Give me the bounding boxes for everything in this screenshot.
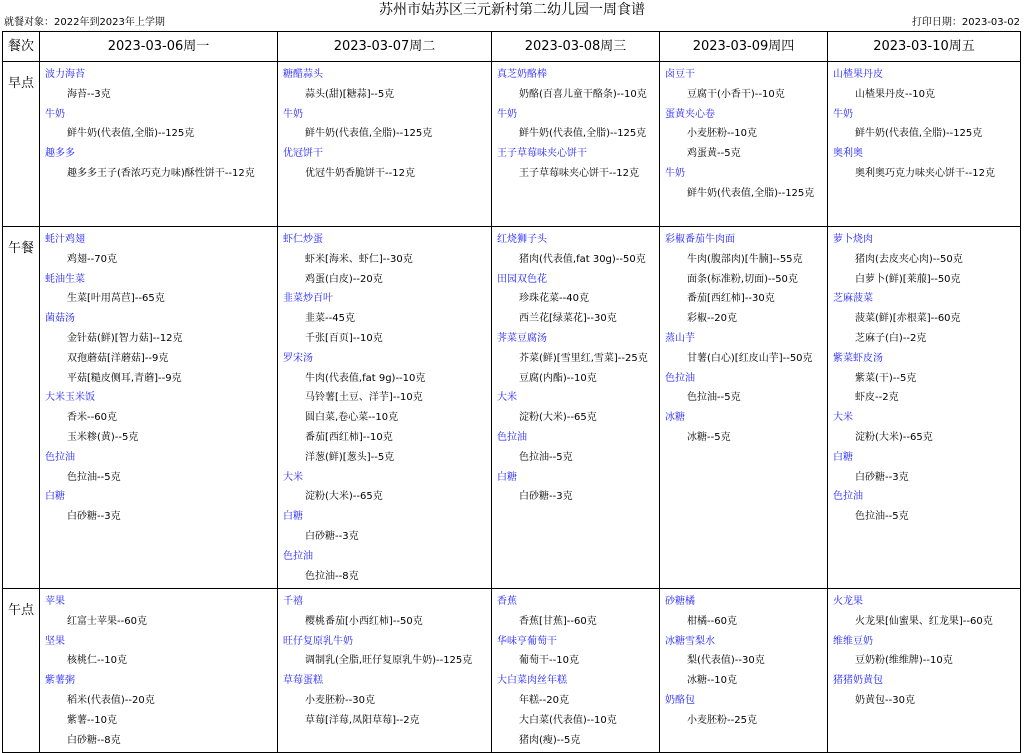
dish-block	[833, 349, 1020, 408]
ingredient-line: 白砂糖--3克	[519, 491, 573, 503]
dish-name: 红烧狮子头	[497, 234, 547, 245]
ingredient-line: 金针菇(鲜)[智力菇]--12克	[67, 332, 183, 344]
ingredient-line: 马铃薯[土豆、洋芋]--10克	[305, 392, 423, 404]
dish-name: 色拉油	[665, 372, 695, 384]
menu-cell	[40, 62, 278, 227]
ingredient-line: 趣多多王子(香浓巧克力味)酥性饼干--12克	[67, 167, 255, 179]
day-header: 2023-03-06周一	[40, 32, 278, 62]
ingredient-line: 紫薯--10克	[67, 714, 117, 726]
dish-block	[497, 388, 659, 428]
dish-block	[283, 65, 491, 105]
ingredient-line: 王子草莓味夹心饼干--12克	[519, 167, 639, 179]
ingredient-line: 白砂糖--3克	[67, 511, 121, 523]
dish-name: 荠菜豆腐汤	[497, 332, 547, 344]
ingredient-line: 红富士苹果--60克	[67, 615, 147, 627]
meal-label: 午点	[3, 589, 40, 753]
dish-name: 猪猪奶黄包	[833, 675, 883, 687]
ingredient-line: 玉米糁(黄)--5克	[67, 431, 139, 443]
menu-cell	[492, 62, 660, 227]
dish-block	[497, 632, 659, 672]
ingredient-line: 猪肉(代表值,fat 30g)--50克	[519, 253, 646, 265]
dish-name: 冰糖雪梨水	[665, 635, 715, 647]
ingredient-line: 白萝卜(鲜)[莱菔]--50克	[855, 273, 961, 285]
dish-name: 华味亨葡萄干	[497, 635, 557, 647]
ingredient-line: 鲜牛奶(代表值,全脂)--125克	[855, 128, 983, 140]
dish-block	[45, 592, 277, 632]
dish-block	[497, 428, 659, 468]
dish-name: 虾仁炒蛋	[283, 234, 323, 245]
dish-name: 韭菜炒百叶	[283, 293, 333, 305]
ingredient-line: 菠菜(鲜)[赤根菜]--60克	[855, 313, 961, 325]
dish-name: 山楂果丹皮	[833, 69, 883, 80]
dish-name: 真芝奶酪棒	[497, 69, 547, 80]
dish-name: 坚果	[45, 635, 65, 647]
dish-block	[283, 468, 491, 508]
ingredient-line: 虾皮--2克	[855, 392, 899, 404]
dish-block	[497, 230, 659, 270]
ingredient-line: 小麦胚粉--30克	[305, 694, 375, 706]
dish-block	[45, 309, 277, 388]
dish-name: 蒸山芋	[665, 332, 695, 344]
dish-name: 蛋黄夹心卷	[665, 108, 715, 120]
dish-name: 火龙果	[833, 596, 863, 607]
dish-name: 芝麻菠菜	[833, 293, 873, 305]
dish-block	[833, 230, 1020, 289]
dish-block	[833, 65, 1020, 105]
dish-block	[665, 105, 827, 164]
ingredient-line: 白砂糖--8克	[67, 734, 121, 746]
dish-name: 白糖	[45, 491, 65, 503]
ingredient-line: 调制乳(全脂,旺仔复原乳牛奶)--125克	[305, 655, 473, 667]
dish-block	[665, 230, 827, 329]
dish-block	[833, 144, 1020, 184]
dish-name: 大米	[833, 412, 853, 424]
ingredient-line: 奥利奥巧克力味夹心饼干--12克	[855, 167, 995, 179]
dish-name: 砂糖橘	[665, 596, 695, 607]
ingredient-line: 生菜[叶用莴苣]--65克	[67, 293, 165, 305]
dish-name: 千禧	[283, 596, 303, 607]
dish-block	[283, 507, 491, 547]
menu-cell	[492, 589, 660, 753]
dish-block	[45, 105, 277, 145]
ingredient-line: 大白菜(代表值)--10克	[519, 714, 617, 726]
ingredient-line: 淀粉(大米)--65克	[519, 412, 597, 424]
ingredient-line: 冰糖--5克	[687, 431, 731, 443]
menu-cell	[40, 589, 278, 753]
menu-cell	[40, 227, 278, 589]
ingredient-line: 豆腐(内酯)--10克	[519, 372, 597, 384]
ingredient-line: 年糕--20克	[519, 694, 569, 706]
dish-block	[283, 547, 491, 587]
dish-name: 白糖	[283, 511, 303, 523]
dish-name: 紫菜虾皮汤	[833, 352, 883, 364]
print-date: 打印日期：2023-03-02	[911, 17, 1020, 28]
dish-name: 牛奶	[283, 108, 303, 120]
ingredient-line: 珍珠花菜--40克	[519, 293, 589, 305]
dish-block	[45, 671, 277, 750]
dish-block	[665, 408, 827, 448]
ingredient-line: 鲜牛奶(代表值,全脂)--125克	[519, 128, 647, 140]
menu-cell	[660, 62, 828, 227]
menu-cell	[828, 227, 1021, 589]
ingredient-line: 芝麻子(白)--2克	[855, 332, 927, 344]
dish-name: 罗宋汤	[283, 352, 313, 364]
dish-block	[497, 468, 659, 508]
meal-column-header: 餐次	[3, 32, 40, 62]
dish-block	[833, 289, 1020, 348]
ingredient-line: 韭菜--45克	[305, 313, 355, 325]
ingredient-line: 核桃仁--10克	[67, 655, 127, 667]
dish-block	[665, 65, 827, 105]
dish-name: 色拉油	[45, 451, 75, 463]
page-title: 苏州市姑苏区三元新村第二幼儿园一周食谱	[379, 2, 645, 18]
dish-block	[665, 369, 827, 409]
ingredient-line: 猪肉(瘦)--5克	[519, 734, 581, 746]
ingredient-line: 豆奶粉(维维牌)--10克	[855, 655, 953, 667]
ingredient-line: 双孢蘑菇[洋蘑菇]--9克	[67, 352, 169, 364]
ingredient-line: 梨(代表值)--30克	[687, 655, 765, 667]
dish-name: 色拉油	[497, 431, 527, 443]
ingredient-line: 小麦胚粉--10克	[687, 128, 757, 140]
weekly-menu-table	[2, 31, 1021, 753]
dish-block	[45, 144, 277, 184]
day-header: 2023-03-09周四	[660, 32, 828, 62]
menu-cell	[278, 227, 492, 589]
ingredient-line: 虾米[海米、虾仁]--30克	[305, 253, 413, 265]
dish-block	[665, 592, 827, 632]
meal-row	[3, 227, 1021, 589]
header-row	[3, 32, 1021, 62]
dish-block	[833, 408, 1020, 448]
ingredient-line: 白砂糖--3克	[855, 471, 909, 483]
ingredient-line: 芥菜(鲜)[雪里红,雪菜]--25克	[519, 352, 648, 364]
ingredient-line: 淀粉(大米)--65克	[855, 431, 933, 443]
dish-name: 大米玉米饭	[45, 392, 95, 404]
dish-block	[45, 448, 277, 488]
menu-cell	[278, 589, 492, 753]
dish-name: 蚝汁鸡翅	[45, 234, 85, 245]
dish-name: 菌菇汤	[45, 313, 75, 325]
dish-block	[45, 487, 277, 527]
dish-block	[497, 65, 659, 105]
ingredient-line: 番茄[西红柿]--30克	[687, 293, 775, 305]
ingredient-line: 鲜牛奶(代表值,全脂)--125克	[67, 128, 195, 140]
dish-name: 色拉油	[283, 550, 313, 562]
dish-block	[283, 289, 491, 348]
dish-block	[283, 671, 491, 730]
ingredient-line: 色拉油--5克	[855, 511, 909, 523]
ingredient-line: 豆腐干(小香干)--10克	[687, 88, 785, 100]
dish-block	[283, 592, 491, 632]
menu-cell	[828, 62, 1021, 227]
dish-block	[665, 329, 827, 369]
meal-label: 午餐	[3, 227, 40, 589]
dish-block	[497, 592, 659, 632]
dish-name: 大米	[497, 392, 517, 404]
dish-block	[833, 671, 1020, 711]
dish-name: 奥利奥	[833, 148, 863, 160]
dish-name: 趣多多	[45, 148, 75, 160]
dish-block	[833, 448, 1020, 488]
ingredient-line: 柑橘--60克	[687, 615, 737, 627]
menu-cell	[828, 589, 1021, 753]
ingredient-line: 鲜牛奶(代表值,全脂)--125克	[305, 128, 433, 140]
ingredient-line: 淀粉(大米)--65克	[305, 491, 383, 503]
dish-block	[283, 144, 491, 184]
dish-name: 草莓蛋糕	[283, 675, 323, 687]
dish-block	[833, 592, 1020, 632]
ingredient-line: 奶黄包--30克	[855, 694, 915, 706]
dish-block	[497, 144, 659, 184]
day-header: 2023-03-08周三	[492, 32, 660, 62]
ingredient-line: 稻米(代表值)--20克	[67, 694, 155, 706]
ingredient-line: 紫菜(干)--5克	[855, 372, 917, 384]
ingredient-line: 西兰花[绿菜花]--30克	[519, 313, 617, 325]
meal-row	[3, 589, 1021, 753]
dish-name: 彩椒番茄牛肉面	[665, 234, 735, 245]
dish-block	[665, 632, 827, 691]
dish-block	[283, 349, 491, 468]
ingredient-line: 草莓[洋莓,凤阳草莓]--2克	[305, 714, 420, 726]
dish-name: 苹果	[45, 596, 65, 607]
ingredient-line: 牛肉(腹部肉)[牛腩]--55克	[687, 253, 803, 265]
ingredient-line: 洋葱(鲜)[葱头]--5克	[305, 451, 395, 463]
day-header: 2023-03-10周五	[828, 32, 1021, 62]
dish-block	[665, 164, 827, 204]
ingredient-line: 冰糖--10克	[687, 675, 737, 687]
dish-name: 萝卜烧肉	[833, 234, 873, 245]
ingredient-line: 千张[百页]--10克	[305, 332, 383, 344]
dish-block	[283, 105, 491, 145]
dish-name: 王子草莓味夹心饼干	[497, 148, 587, 160]
dish-block	[45, 65, 277, 105]
ingredient-line: 鸡蛋(白皮)--20克	[305, 273, 383, 285]
dish-name: 冰糖	[665, 412, 685, 424]
ingredient-line: 白砂糖--3克	[305, 530, 359, 542]
ingredient-line: 香米--60克	[67, 412, 117, 424]
dish-name: 牛奶	[497, 108, 517, 120]
ingredient-line: 小麦胚粉--25克	[687, 714, 757, 726]
meal-label: 早点	[3, 62, 40, 227]
dish-name: 白糖	[833, 451, 853, 463]
menu-cell	[660, 589, 828, 753]
menu-cell	[492, 227, 660, 589]
ingredient-line: 鸡翅--70克	[67, 253, 117, 265]
ingredient-line: 甘薯(白心)[红皮山芋]--50克	[687, 352, 813, 364]
ingredient-line: 圆白菜,卷心菜--10克	[305, 412, 399, 424]
dish-name: 香蕉	[497, 596, 517, 607]
dish-name: 紫薯粥	[45, 675, 75, 687]
ingredient-line: 面条(标准粉,切面)--50克	[687, 273, 798, 285]
ingredient-line: 香蕉[甘蕉]--60克	[519, 615, 597, 627]
dish-block	[833, 632, 1020, 672]
dish-name: 白糖	[497, 471, 517, 483]
ingredient-line: 色拉油--8克	[305, 570, 359, 582]
meal-row	[3, 62, 1021, 227]
dish-block	[45, 230, 277, 270]
dish-name: 色拉油	[833, 491, 863, 503]
dish-block	[283, 230, 491, 289]
dish-block	[497, 671, 659, 750]
dish-name: 蚝油生菜	[45, 273, 85, 285]
dish-name: 维维豆奶	[833, 635, 873, 647]
dish-name: 田园双色花	[497, 273, 547, 285]
dish-name: 大米	[283, 471, 303, 483]
ingredient-line: 海苔--3克	[67, 88, 111, 100]
dish-block	[833, 487, 1020, 527]
dish-block	[497, 105, 659, 145]
ingredient-line: 樱桃番茄[小西红柿]--50克	[305, 615, 423, 627]
dish-block	[497, 270, 659, 329]
dish-name: 糖醋蒜头	[283, 69, 323, 80]
dish-block	[45, 632, 277, 672]
ingredient-line: 色拉油--5克	[519, 451, 573, 463]
ingredient-line: 山楂果丹皮--10克	[855, 88, 935, 100]
ingredient-line: 鲜牛奶(代表值,全脂)--125克	[687, 187, 815, 199]
ingredient-line: 色拉油--5克	[687, 392, 741, 404]
dish-name: 牛奶	[45, 108, 65, 120]
dish-block	[45, 388, 277, 447]
menu-cell	[278, 62, 492, 227]
day-header: 2023-03-07周二	[278, 32, 492, 62]
dish-block	[497, 329, 659, 388]
dish-name: 旺仔复原乳牛奶	[283, 635, 353, 647]
ingredient-line: 彩椒--20克	[687, 313, 737, 325]
ingredient-line: 鸡蛋黄--5克	[687, 148, 741, 160]
ingredient-line: 葡萄干--10克	[519, 655, 579, 667]
ingredient-line: 牛肉(代表值,fat 9g)--10克	[305, 372, 426, 384]
dish-block	[45, 270, 277, 310]
ingredient-line: 平菇[糙皮侧耳,青蘑]--9克	[67, 372, 182, 384]
ingredient-line: 火龙果[仙蜜果、红龙果]--60克	[855, 615, 993, 627]
dish-name: 波力海苔	[45, 69, 85, 80]
ingredient-line: 番茄[西红柿]--10克	[305, 431, 393, 443]
dish-name: 牛奶	[833, 108, 853, 120]
ingredient-line: 色拉油--5克	[67, 471, 121, 483]
dish-name: 卤豆干	[665, 69, 695, 80]
dish-name: 优冠饼干	[283, 148, 323, 160]
dish-block	[283, 632, 491, 672]
dish-block	[833, 105, 1020, 145]
dish-name: 牛奶	[665, 167, 685, 179]
dish-name: 奶酪包	[665, 694, 695, 706]
menu-cell	[660, 227, 828, 589]
ingredient-line: 蒜头(甜)[糖蒜]--5克	[305, 88, 395, 100]
ingredient-line: 奶酪(百喜儿童干酪条)--10克	[519, 88, 647, 100]
diner-target: 就餐对象：2022年到2023年上学期	[4, 17, 165, 28]
ingredient-line: 猪肉(去皮夹心肉)--50克	[855, 253, 963, 265]
dish-name: 大白菜肉丝年糕	[497, 675, 567, 687]
ingredient-line: 优冠牛奶香脆饼干--12克	[305, 167, 415, 179]
